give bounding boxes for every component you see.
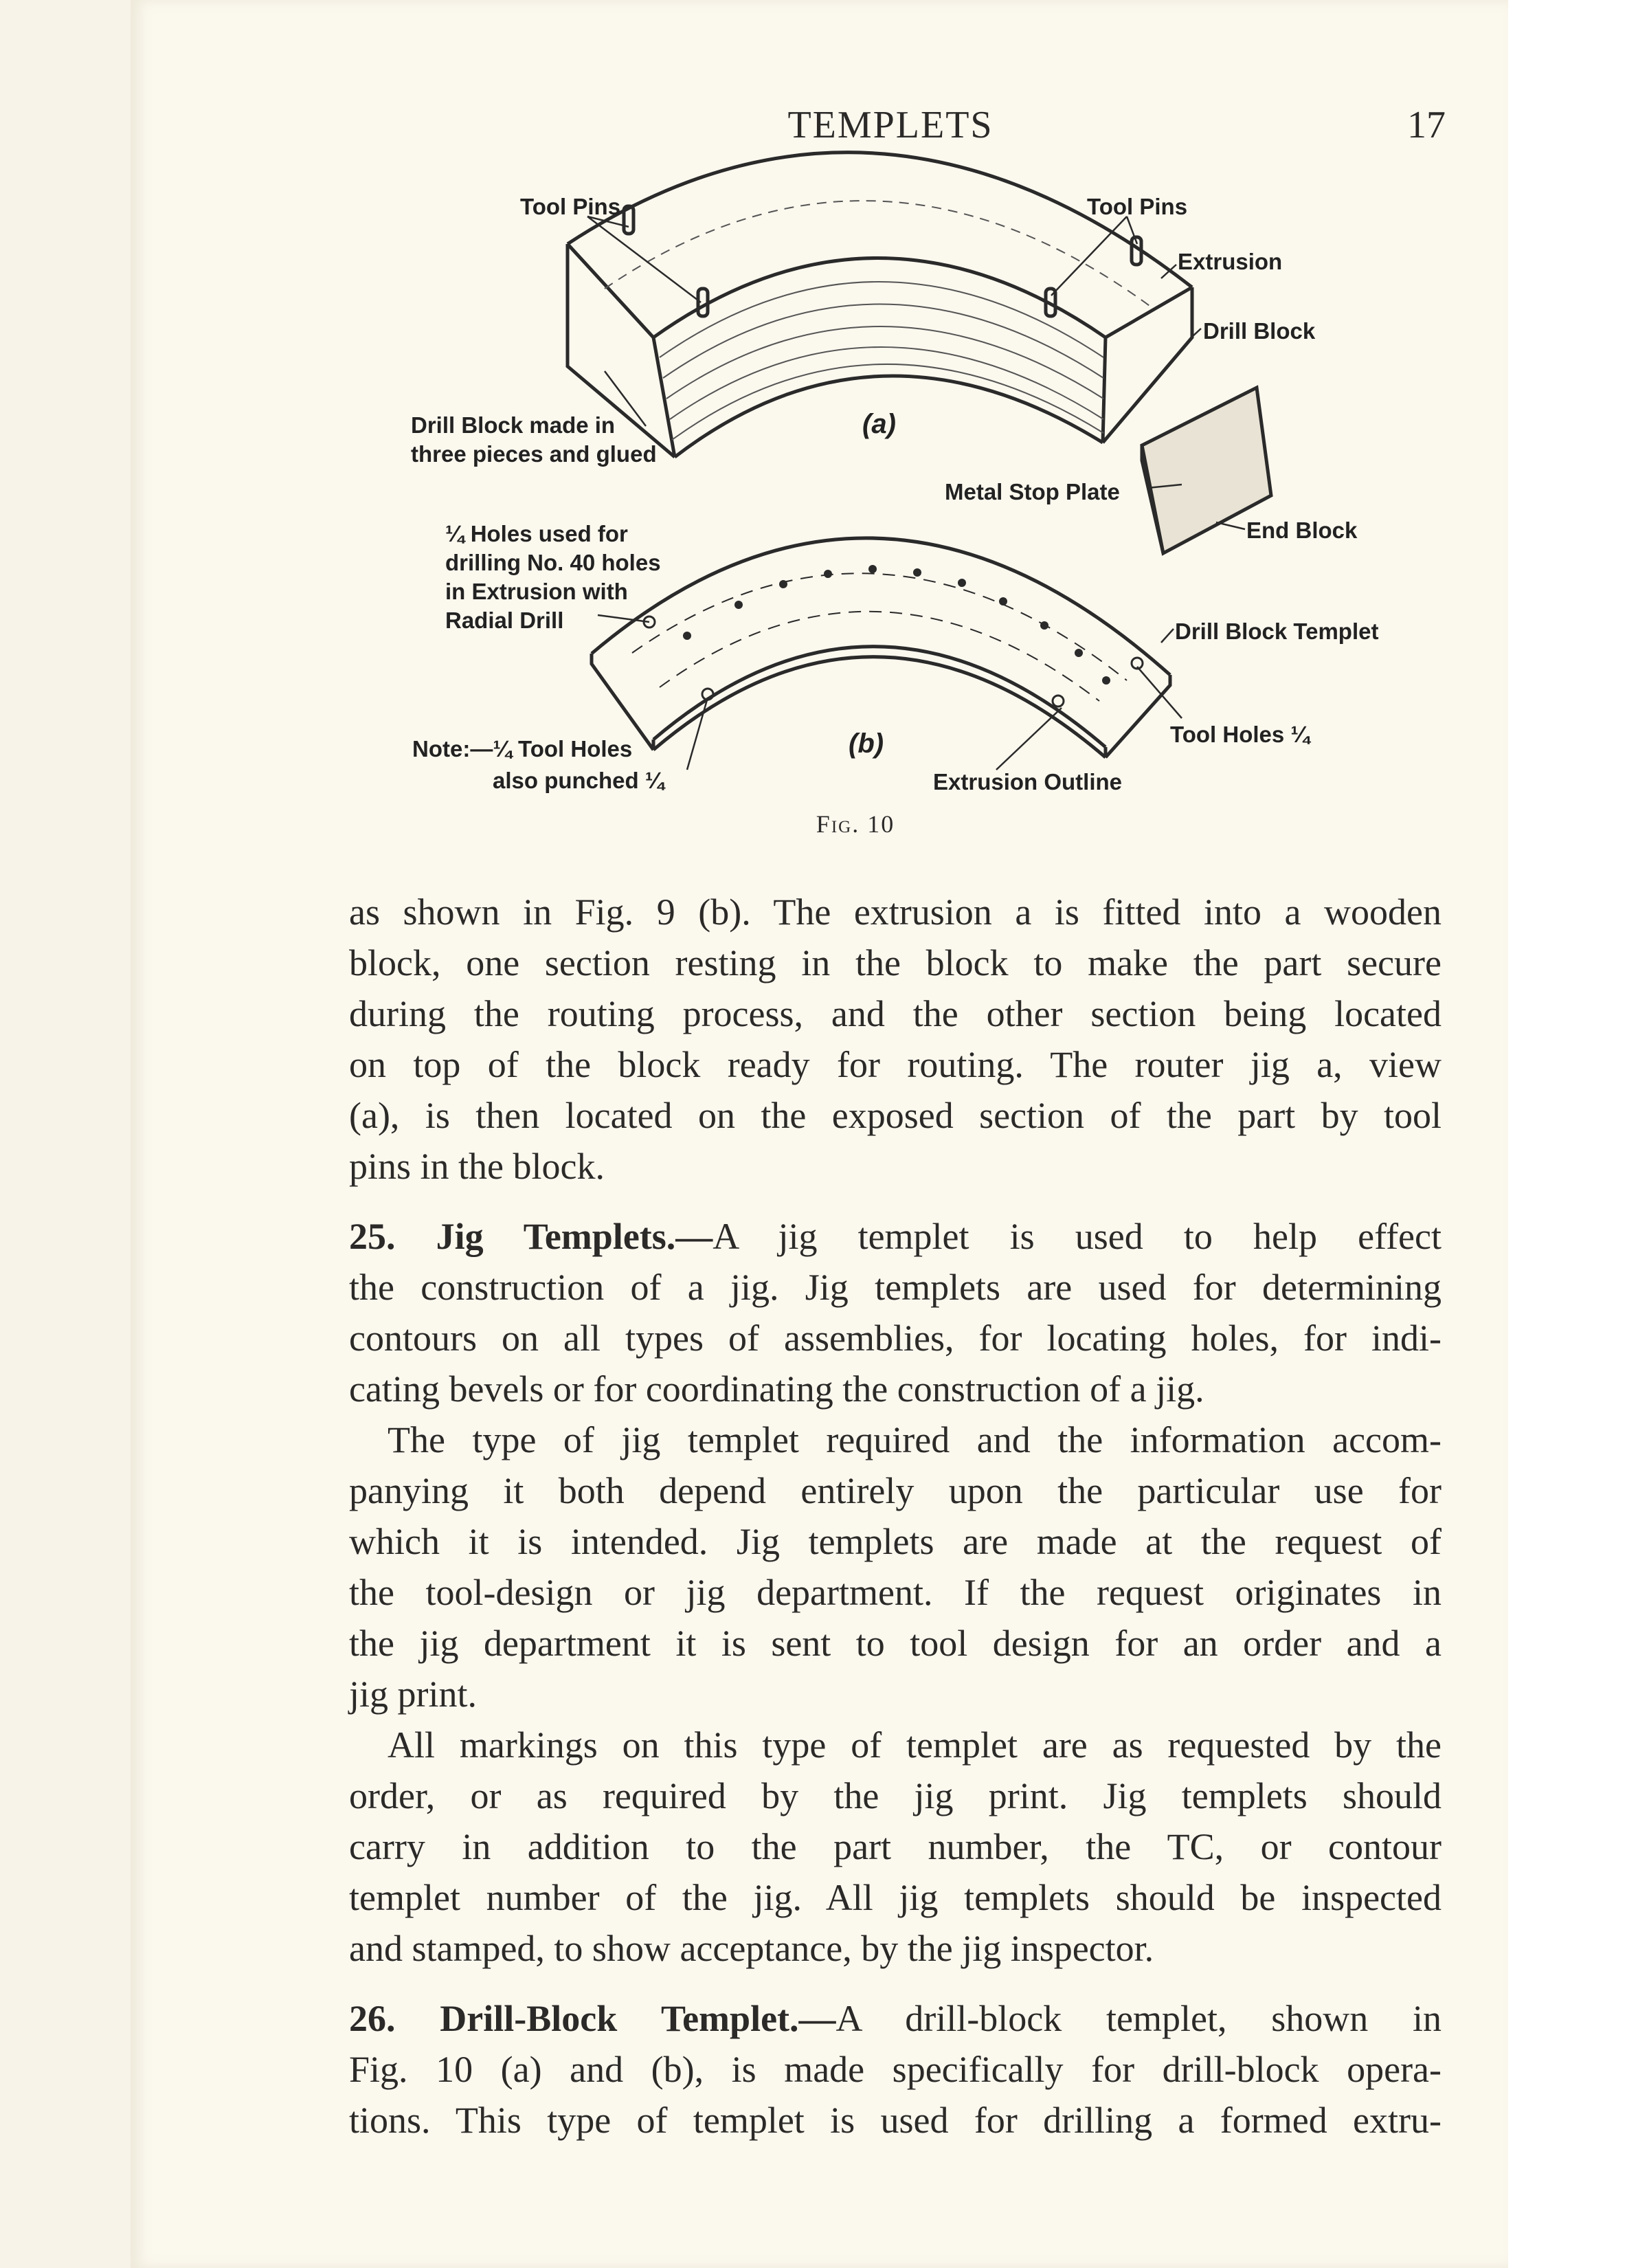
section-heading: 26. Drill-Block Templet.—: [349, 1998, 836, 2039]
text-line: jig print.: [349, 1674, 477, 1715]
label-holes-line3: in Extrusion with: [445, 579, 628, 604]
text-line: block, one section resting in the block to make the part secure: [349, 942, 1442, 983]
figure-10-drawing: [0, 0, 1649, 866]
text-line: All markings on this type of templet are as requested by the: [388, 1724, 1442, 1766]
text-line: and stamped, to show acceptance, by the jig inspector.: [349, 1928, 1154, 1969]
label-view-b: (b): [849, 729, 884, 759]
label-tool-pins-right: Tool Pins: [1087, 194, 1188, 219]
section-25-jig-templets: [349, 1211, 1442, 1414]
paragraph-continuation: [349, 887, 1442, 1192]
body-text: [349, 887, 1442, 2146]
label-tool-pins-left: Tool Pins: [520, 194, 621, 219]
label-note-line2: also punched ¼: [493, 768, 664, 793]
text-line: Fig. 10 (a) and (b), is made specifically for drill-block opera-: [349, 2049, 1442, 2090]
label-holes-line4: Radial Drill: [445, 608, 564, 633]
label-holes-line2: drilling No. 40 holes: [445, 550, 661, 575]
text-line: as shown in Fig. 9 (b). The extrusion a is fitted into a wooden: [349, 891, 1442, 933]
text-line: [349, 1993, 1442, 2044]
text-line: contours on all types of assemblies, for locating holes, for indi-: [349, 1318, 1442, 1359]
text-line: carry in addition to the part number, the TC, or contour: [349, 1826, 1442, 1867]
label-drill-block-made-line1: Drill Block made in: [411, 412, 616, 438]
text-line: the jig department it is sent to tool design for an order and a: [349, 1623, 1442, 1664]
label-metal-stop-plate: Metal Stop Plate: [945, 479, 1120, 504]
section-heading: 25. Jig Templets.—: [349, 1216, 713, 1257]
label-end-block: End Block: [1246, 518, 1358, 543]
text-run: A drill-block templet, shown in: [835, 1998, 1442, 2039]
text-run: A jig templet is used to help effect: [713, 1216, 1442, 1257]
text-line: (a), is then located on the exposed section of the part by tool: [349, 1095, 1442, 1136]
label-holes-line1: ¼ Holes used for: [445, 521, 628, 546]
text-line: panying it both depend entirely upon the particular use for: [349, 1470, 1442, 1511]
page-number: 17: [1407, 104, 1446, 146]
text-line: which it is intended. Jig templets are made at the request of: [349, 1521, 1442, 1562]
text-line: the construction of a jig. Jig templets are used for determining: [349, 1267, 1442, 1308]
running-head-title: TEMPLETS: [787, 104, 994, 146]
text-line: the tool-design or jig department. If the request originates in: [349, 1572, 1442, 1613]
label-tool-holes: Tool Holes ¼: [1170, 722, 1310, 747]
text-line: order, or as required by the jig print. Jig templets should: [349, 1775, 1442, 1816]
text-line: cating bevels or for coordinating the construction of a jig.: [349, 1368, 1204, 1410]
label-note-line1: Note:—¼ Tool Holes: [412, 736, 633, 761]
label-drill-block-made-line2: three pieces and glued: [411, 441, 657, 467]
drill-block-templet-b: [592, 538, 1170, 757]
text-line: tions. This type of templet is used for drilling a formed extru-: [349, 2100, 1442, 2141]
figure-caption: Fig. 10: [816, 810, 895, 838]
label-drill-block: Drill Block: [1203, 318, 1316, 344]
text-line: templet number of the jig. All jig templets should be inspected: [349, 1877, 1442, 1918]
label-extrusion: Extrusion: [1178, 249, 1283, 274]
text-line: [349, 1211, 1442, 1262]
label-extrusion-outline: Extrusion Outline: [933, 769, 1123, 794]
leader-lines: [587, 216, 1245, 770]
section-26-drill-block-templet: [349, 1993, 1442, 2146]
text-line: pins in the block.: [349, 1146, 605, 1187]
label-view-a: (a): [862, 409, 896, 439]
paragraph-markings: [349, 1720, 1442, 1974]
tool-pin-1: [624, 206, 633, 234]
text-line: The type of jig templet required and the information accom-: [388, 1419, 1442, 1460]
label-drill-block-templet: Drill Block Templet: [1175, 619, 1379, 644]
text-line: during the routing process, and the other section being located: [349, 993, 1442, 1034]
text-line: on top of the block ready for routing. The router jig a, view: [349, 1044, 1442, 1085]
paragraph-jig-templet-type: [349, 1414, 1442, 1720]
